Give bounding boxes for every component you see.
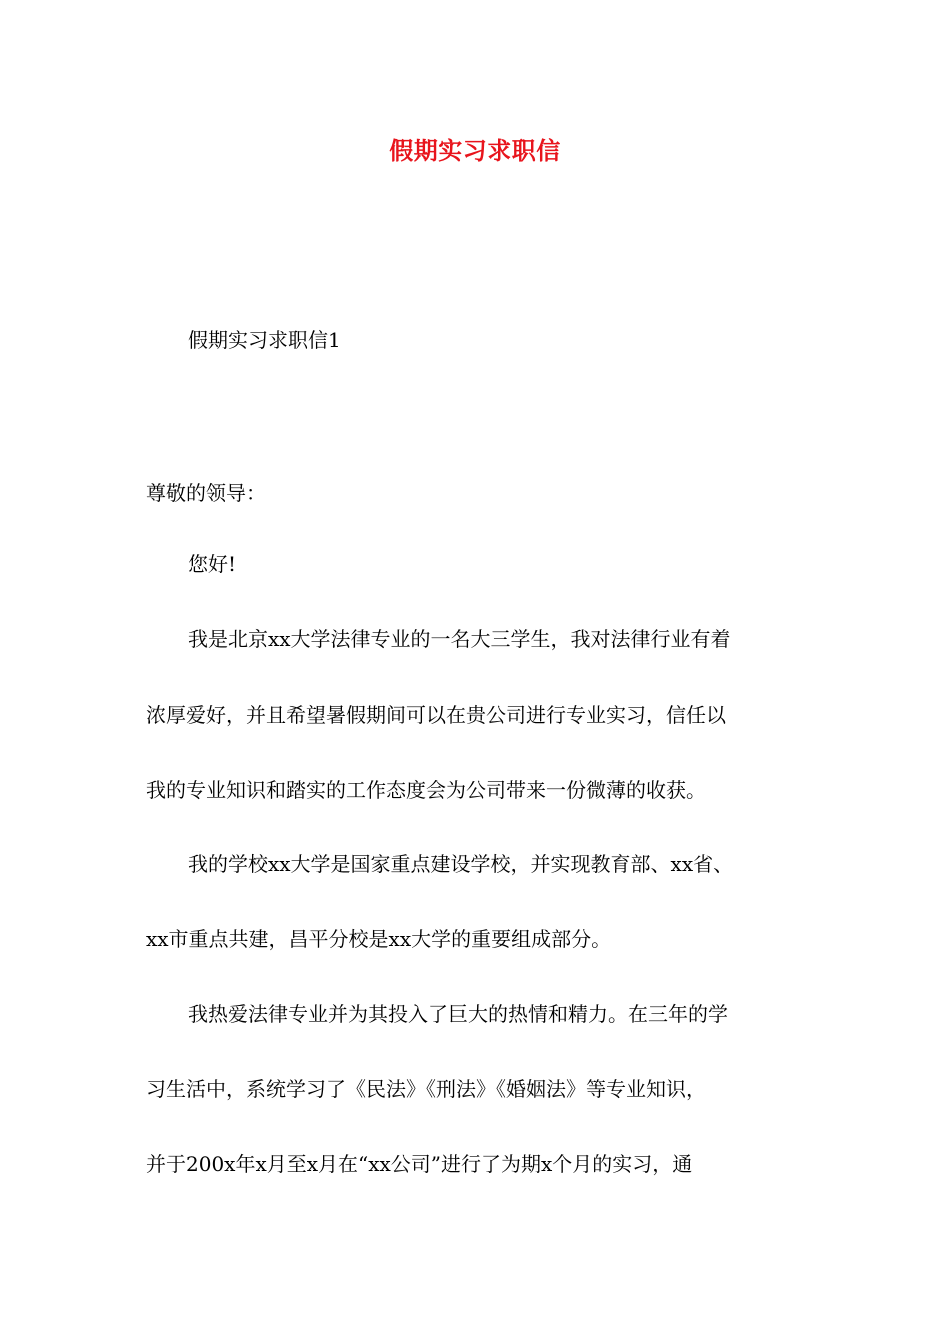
paragraph-1-line-1: 我是北京xx大学法律专业的一名大三学生，我对法律行业有着	[188, 627, 731, 651]
paragraph-2-line-2: xx市重点共建，昌平分校是xx大学的重要组成部分。	[146, 927, 612, 951]
salutation: 尊敬的领导：	[146, 481, 266, 505]
paragraph-1-line-3: 我的专业知识和踏实的工作态度会为公司带来一份微薄的收获。	[146, 778, 706, 802]
paragraph-2-line-1: 我的学校xx大学是国家重点建设学校，并实现教育部、xx省、	[188, 852, 734, 876]
paragraph-3-line-3: 并于200x年x月至x月在“xx公司”进行了为期x个月的实习，通	[146, 1152, 693, 1176]
paragraph-1-line-2: 浓厚爱好，并且希望暑假期间可以在贵公司进行专业实习，信任以	[146, 703, 726, 727]
letter-subtitle: 假期实习求职信1	[188, 328, 341, 352]
document-title: 假期实习求职信	[389, 136, 561, 165]
paragraph-3-line-1: 我热爱法律专业并为其投入了巨大的热情和精力。在三年的学	[188, 1002, 728, 1026]
paragraph-3-line-2: 习生活中，系统学习了《民法》《刑法》《婚姻法》等专业知识，	[146, 1077, 706, 1101]
greeting: 您好!	[188, 552, 237, 576]
